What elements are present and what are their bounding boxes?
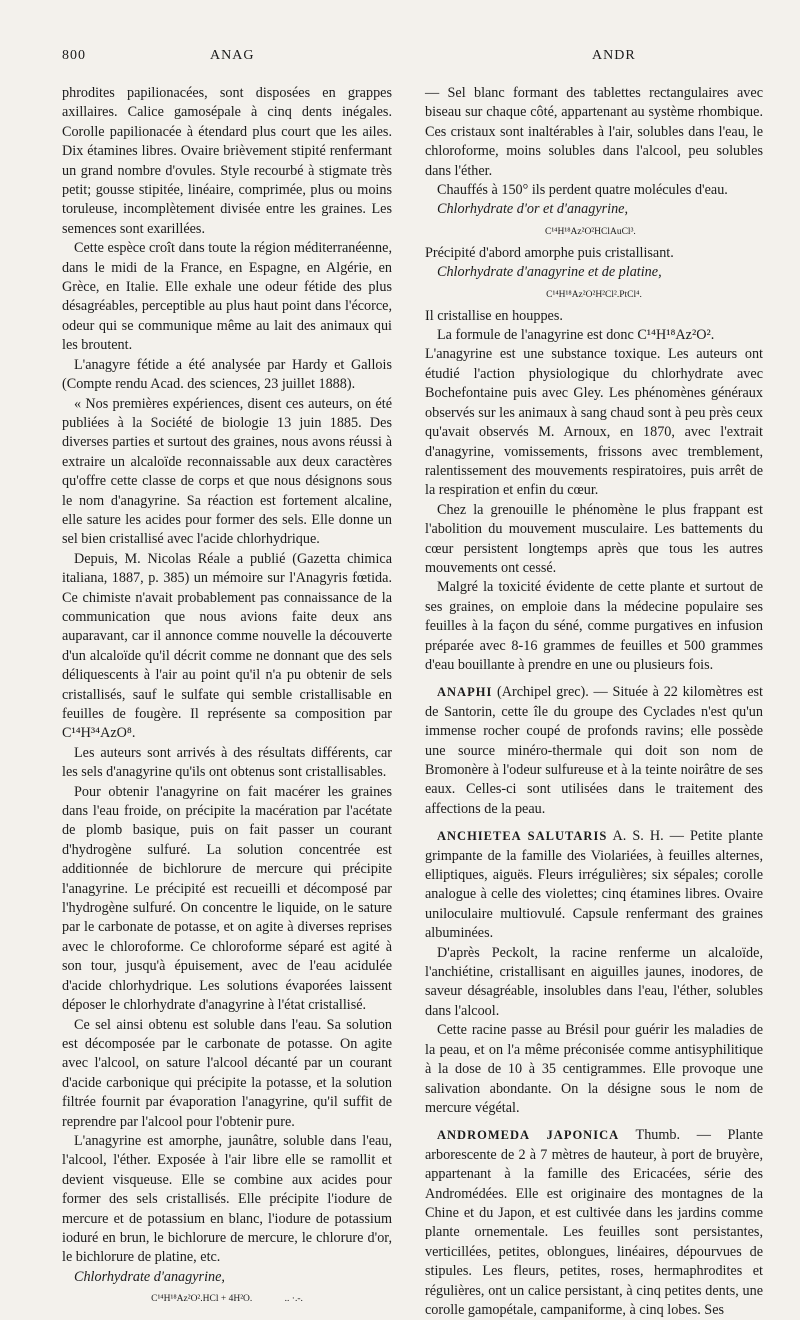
stray-mark: .. ·.-. [284,1294,303,1305]
paragraph [425,944,763,1022]
entry-headword: ANDROMEDA JAPONICA [437,1128,620,1143]
right-column [425,84,763,1320]
running-header [0,48,800,68]
paragraph: Chez la grenouille le phénomène le plus frappant est l'abolition du mouvement musculaire. Les battements du cœur persistent longtemps après que tous les autres mouvements ont cessé. [425,501,763,576]
header-keyword-left: ANAG [210,48,255,63]
page-number: 800 [62,48,86,63]
left-column [62,84,392,1311]
formula: C¹⁴H¹⁸Az²O²H²Cl².PtCl⁴. [546,289,642,300]
paragraph: La formule de l'anagyrine est donc C¹⁴H¹⁸Az²O². [437,327,715,344]
entry-andromeda [425,1126,763,1320]
formula [62,1287,392,1311]
paragraph: Cette espèce croît dans toute la région méditerranéenne, dans le midi de la France, en Espagne, en Algérie, en Grèce, en Italie. Elle exhale une odeur fétide des plus désagréables, perceptible au plus haut point dans l'écorce, odeur qui se communique même au lait des animaux qui les broutent. [62,240,392,354]
paragraph [425,1021,763,1118]
paragraph: Pour obtenir l'anagyrine on fait macérer les graines dans l'eau froide, on précipite la macération par l'acétate de plomb basique, puis on fait passer un courant d'hydrogène sulfuré. La solution concentrée est additionnée de bichlorure de mercure qui précipite l'anagyrine. Le précipité est recueilli et décomposé par l'hydrogène sulfuré. On concentre le liquide, on le sature par le carbonate de potasse, et on agite à diverses reprises avec le chloroforme. Ce chloroforme séparé est agité à son tour, jusqu'à épuisement, avec de l'eau acidulée d'acide chlorhydrique. Les solutions évaporées laissent déposer le chlorhydrate d'anagyrine à l'état cristallisé. [62,783,392,1014]
entry-anaphi [425,683,763,819]
paragraph: L'anagyrine est une substance toxique. Les auteurs ont étudié l'action physiologique du chlorhydrate avec Bochefontaine puis avec Gley. Les phénomènes généraux observés sur les animaux à sang chaud sont à peu près ceux qu'avait observés M. Arnoux, en 1870, avec l'extrait d'anagyrine, vomissements, frissons avec tremblement, ralentissement des mouvements respiratoires, puis arrêt de la respiration et enfin du cœur. [425,346,763,499]
entry-text: (Archipel grec). — Située à 22 kilomètres est de Santorin, cette île du groupe des Cyclades n'est qu'un immense rocher coupé de profonds ravins; elle possède une source minéro-thermale qui doit son nom de Bromonère à l'odeur sulfureuse et à la teinte noirâtre de ses eaux. Celles-ci sont utilisées dans le traitement des affections de la peau. [425,684,763,817]
entry-anchietea [425,827,763,943]
entry-text: A. S. H. — Petite plante grimpante de la famille des Violariées, à feuilles alternes, elliptiques, aiguës. Fleurs irrégulières; six sépales; corolle analogue à celle des violettes; cinq étamines libres. Ovaire uniloculaire multiovulé. Capsule renfermant des graines albuminées. [425,828,763,942]
paragraph: — Sel blanc formant des tablettes rectangulaires avec biseau sur chaque côté, appartenant au système rhombique. Ces cristaux sont inaltérables à l'air, solubles dans l'eau, le chloroforme, moins solubles dans l'alcool, peu solubles dans l'éther. [425,85,763,179]
paragraph: « Nos premières expériences, disent ces auteurs, on été publiées à la Société de biologie 13 juin 1885. Des diverses parties et surtout des graines, nous avons réussi à extraire un alcaloïde reconnaissable aux deux caractères qu'offre cette classe de corps et que nous désignons sous le nom d'anagyrine. Sa réaction est fortement alcaline, elle sature les acides pour former des sels. Elle donne un sel bien cristallisé avec l'acide chlorhydrique. [62,395,392,548]
paragraph: Il cristallise en houppes. [425,307,563,324]
formula: C¹⁴H¹⁸Az²O²HClAuCl³. [545,226,636,237]
header-keyword-right: ANDR [592,48,636,63]
subheading: Chlorhydrate d'or et d'anagyrine, [437,201,629,218]
subheading: Chlorhydrate d'anagyrine, [74,1268,225,1285]
paragraph: Les auteurs sont arrivés à des résultats différents, car les sels d'anagyrine qu'ils ont obtenus sont cristallisables. [62,744,392,781]
paragraph: L'anagyre fétide a été analysée par Hardy et Gallois (Compte rendu Acad. des sciences, 23 juillet 1888). [62,356,392,393]
paragraph: L'anagyrine est amorphe, jaunâtre, soluble dans l'eau, l'alcool, l'éther. Exposée à l'air libre elle se ramollit et devient visqueuse. Elle se combine aux acides pour former des sels cristallisés. Elle précipite l'iodure de mercure et de potassium en blanc, l'iodure de potassium ioduré en brun, le bichlorure de mercure, le chlorure d'or, le bichlorure de platine, etc. [62,1132,392,1266]
paragraph: Malgré la toxicité évidente de cette plante et surtout de ses graines, on emploie dans la médecine populaire ses feuilles à la façon du séné, comme purgatives en infusion préparée avec 8-16 grammes de feuilles et 500 grammes d'eau bouillante à prendre en une ou plusieurs fois. [425,579,763,673]
entry-headword: ANAPHI [437,685,493,700]
entry-text: Thumb. — Plante arborescente de 2 à 7 mètres de hauteur, à port de bruyère, appartenant à la famille des Ericacées, série des Andromédées. Elle est originaire des montagnes de la Chine et du Japon, et est cultivée dans les jardins comme plante ornementale. Les feuilles sont persistantes, verticillées, petites, oblongues, linéaires, dépourvues de stipules. Les fleurs, petites, roses, hermaphrodites et régulières, ont un calice persistant, à cinq petites dents, une corolle gamopétale, campaniforme, à cinq lobes. Ses [425,1127,763,1318]
entry-text: Cette racine passe au Brésil pour guérir les maladies de la peau, et on l'a même préconisée comme antisyphilitique à la dose de 10 à 35 centigrammes. Elle provoque une salivation abondante. On la désigne sous le nom de mercure végétal. [425,1022,763,1116]
paragraph: Ce sel ainsi obtenu est soluble dans l'eau. Sa solution est décomposée par le carbonate de potasse. On agite avec l'alcool, on sature l'alcool décanté par un courant d'acide carbonique qui précipite la potasse, et la solution filtrée fournit par évaporation l'anagyrine, qu'il suffit de reprendre par l'alcool pour l'obtenir pure. [62,1016,392,1130]
paragraph: phrodites papilionacées, sont disposées en grappes axillaires. Calice gamosépale à cinq dents inégales. Corolle papilionacée à étendard plus court que les ailes. Dix étamines libres. Ovaire brièvement stipité renfermant un grand nombre d'ovules. Style recourbé à stigmate très petit; gousse stipitée, linéaire, comprimée, plus ou moins toruleuse, incomplètement divisée entre les graines. Les semences sont exarillées. [62,85,392,237]
entry-headword: ANCHIETEA SALUTARIS [437,829,608,844]
paragraph: Précipité d'abord amorphe puis cristallisant. [425,244,674,261]
paragraph: Depuis, M. Nicolas Réale a publié (Gazetta chimica italiana, 1887, p. 385) un mémoire sur l'Anagyris fœtida. Ce chimiste n'avait probablement pas connaissance de la communication que nous avions faite deux ans auparavant, car il annonce comme nouvelle la découverte d'un alcaloïde qu'il décrit comme ne donnant que des sels déliquescents à l'air au point qu'il n'a pu obtenir de sels cristallisés, sauf le sulfate qui semble cristallisable en feuilles de fougère. Il représente sa composition par C¹⁴H³⁴AzO⁸. [62,550,392,742]
subheading: Chlorhydrate d'anagyrine et de platine, [437,264,662,281]
entry-text: D'après Peckolt, la racine renferme un alcaloïde, l'anchiétine, cristallisant en aiguilles jaunes, inodores, de saveur désagréable, insolubles dans l'eau, l'éther, solubles dans l'alcool. [425,944,763,1019]
paragraph: Chauffés à 150° ils perdent quatre molécules d'eau. [437,182,728,199]
formula-text: C¹⁴H¹⁸Az²O².HCl + 4H²O. [151,1294,253,1305]
